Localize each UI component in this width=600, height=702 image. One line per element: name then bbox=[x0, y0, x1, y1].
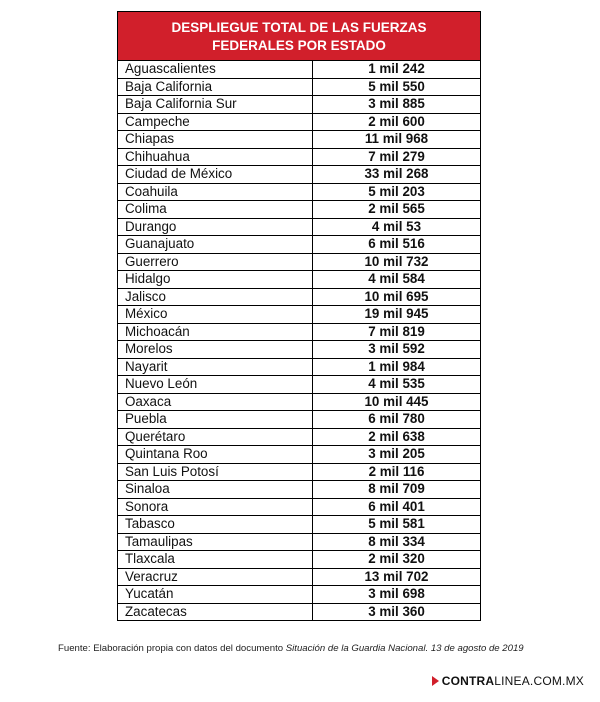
table-row bbox=[118, 218, 480, 236]
state-name: Baja California Sur bbox=[118, 96, 313, 114]
deployment-value: 2 mil 638 bbox=[313, 428, 481, 446]
deployment-value: 6 mil 516 bbox=[313, 236, 481, 254]
deployment-value: 3 mil 592 bbox=[313, 341, 481, 359]
table-row bbox=[118, 446, 480, 464]
source-document: Situación de la Guardia Nacional bbox=[285, 643, 426, 654]
state-name: Veracruz bbox=[118, 568, 313, 586]
table-row bbox=[118, 481, 480, 499]
state-name: Zacatecas bbox=[118, 603, 313, 620]
deployment-value: 10 mil 732 bbox=[313, 253, 481, 271]
table-row bbox=[118, 568, 480, 586]
deployment-value: 13 mil 702 bbox=[313, 568, 481, 586]
source-prefix: Fuente: Elaboración propia con datos del documento bbox=[58, 643, 286, 654]
deployment-value: 3 mil 698 bbox=[313, 586, 481, 604]
table-row bbox=[118, 428, 480, 446]
source-date: . 13 de agosto de 2019 bbox=[425, 643, 524, 654]
deployment-value: 10 mil 695 bbox=[313, 288, 481, 306]
deployment-value: 3 mil 885 bbox=[313, 96, 481, 114]
table-row bbox=[118, 306, 480, 324]
deployment-table bbox=[117, 11, 481, 621]
table-row bbox=[118, 533, 480, 551]
state-name: Guerrero bbox=[118, 253, 313, 271]
deployment-value: 8 mil 709 bbox=[313, 481, 481, 499]
table-row bbox=[118, 236, 480, 254]
triangle-arrow-icon bbox=[432, 676, 439, 686]
deployment-value: 3 mil 360 bbox=[368, 603, 425, 619]
state-name: San Luis Potosí bbox=[118, 463, 313, 481]
table-title-line2: FEDERALES POR ESTADO bbox=[212, 38, 386, 53]
state-name: Jalisco bbox=[118, 288, 313, 306]
table-row bbox=[118, 96, 480, 114]
table-row bbox=[118, 498, 480, 516]
table-row bbox=[118, 131, 480, 149]
table-row bbox=[118, 183, 480, 201]
table-row bbox=[118, 288, 480, 306]
table-title-line1: DESPLIEGUE TOTAL DE LAS FUERZAS bbox=[171, 20, 427, 35]
table-row bbox=[118, 376, 480, 394]
table-row bbox=[118, 78, 480, 96]
state-name: Oaxaca bbox=[118, 393, 313, 411]
deployment-value: 7 mil 279 bbox=[313, 148, 481, 166]
table-row bbox=[118, 393, 480, 411]
deployment-value: 3 mil 205 bbox=[313, 446, 481, 464]
table-row bbox=[118, 201, 480, 219]
deployment-value: 2 mil 600 bbox=[313, 113, 481, 131]
brand-footer bbox=[432, 674, 584, 688]
table-row bbox=[118, 603, 480, 620]
deployment-value: 4 mil 535 bbox=[313, 376, 481, 394]
deployment-value: 33 mil 268 bbox=[313, 166, 481, 184]
state-name: Colima bbox=[118, 201, 313, 219]
deployment-value: 6 mil 780 bbox=[313, 411, 481, 429]
deployment-value: 10 mil 445 bbox=[313, 393, 481, 411]
state-name: Yucatán bbox=[118, 586, 313, 604]
brand-rest: LINEA.COM.MX bbox=[494, 674, 584, 688]
state-name: Coahuila bbox=[118, 183, 313, 201]
deployment-value: 2 mil 565 bbox=[313, 201, 481, 219]
table-row bbox=[118, 61, 480, 78]
state-name: Tabasco bbox=[118, 516, 313, 534]
table-row bbox=[118, 586, 480, 604]
deployment-value: 2 mil 320 bbox=[313, 551, 481, 569]
deployment-value: 1 mil 984 bbox=[313, 358, 481, 376]
deployment-value: 5 mil 581 bbox=[313, 516, 481, 534]
state-name: Sinaloa bbox=[118, 481, 313, 499]
table-row bbox=[118, 323, 480, 341]
deployment-value: 8 mil 334 bbox=[313, 533, 481, 551]
state-name: Ciudad de México bbox=[118, 166, 313, 184]
deployment-value: 5 mil 203 bbox=[313, 183, 481, 201]
state-name: Aguascalientes bbox=[118, 61, 313, 78]
state-name: Sonora bbox=[118, 498, 313, 516]
table-row bbox=[118, 271, 480, 289]
deployment-value: 7 mil 819 bbox=[313, 323, 481, 341]
deployment-value: 6 mil 401 bbox=[313, 498, 481, 516]
table-row bbox=[118, 148, 480, 166]
state-name: Nuevo León bbox=[118, 376, 313, 394]
deployment-value: 1 mil 242 bbox=[313, 61, 481, 78]
table-row bbox=[118, 341, 480, 359]
state-table bbox=[118, 61, 480, 620]
table-row bbox=[118, 463, 480, 481]
table-row bbox=[118, 358, 480, 376]
deployment-value: 4 mil 584 bbox=[313, 271, 481, 289]
source-note bbox=[58, 643, 524, 654]
state-name: Morelos bbox=[118, 341, 313, 359]
deployment-value: 4 mil 53 bbox=[313, 218, 481, 236]
deployment-value: 19 mil 945 bbox=[313, 306, 481, 324]
state-name: Campeche bbox=[118, 113, 313, 131]
state-name: Baja California bbox=[118, 78, 313, 96]
table-row bbox=[118, 253, 480, 271]
state-name: Chihuahua bbox=[118, 148, 313, 166]
table-row bbox=[118, 551, 480, 569]
deployment-value: 5 mil 550 bbox=[313, 78, 481, 96]
state-name: Michoacán bbox=[118, 323, 313, 341]
table-row bbox=[118, 166, 480, 184]
state-name: Hidalgo bbox=[118, 271, 313, 289]
state-name: Quintana Roo bbox=[118, 446, 313, 464]
deployment-value: 2 mil 116 bbox=[313, 463, 481, 481]
deployment-value: 11 mil 968 bbox=[313, 131, 481, 149]
table-row bbox=[118, 113, 480, 131]
state-name: Tamaulipas bbox=[118, 533, 313, 551]
brand-bold: CONTRA bbox=[441, 674, 495, 688]
state-name: Guanajuato bbox=[118, 236, 313, 254]
state-name: México bbox=[118, 306, 313, 324]
state-name: Nayarit bbox=[118, 358, 313, 376]
state-name: Tlaxcala bbox=[118, 551, 313, 569]
state-name: Chiapas bbox=[118, 131, 313, 149]
state-name: Durango bbox=[118, 218, 313, 236]
table-title bbox=[118, 12, 480, 61]
state-name: Querétaro bbox=[118, 428, 313, 446]
state-name: Puebla bbox=[118, 411, 313, 429]
table-row bbox=[118, 516, 480, 534]
table-row bbox=[118, 411, 480, 429]
